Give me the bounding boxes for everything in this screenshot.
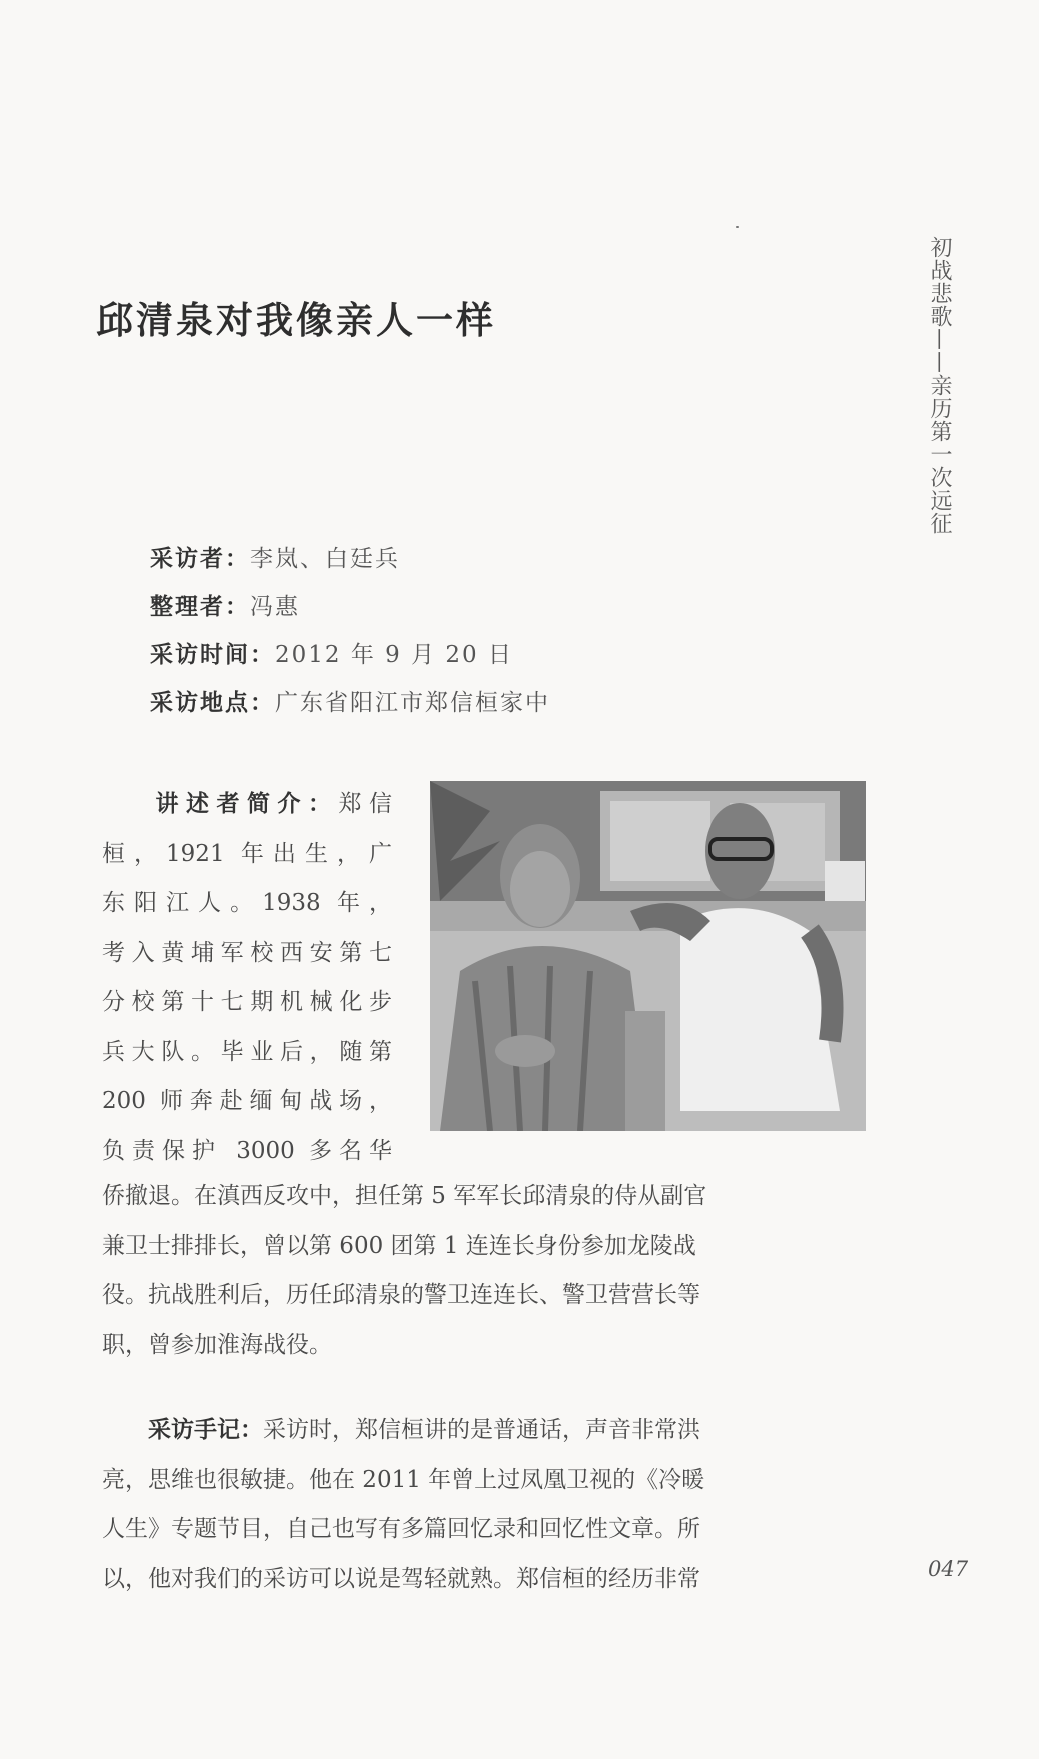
bio-line: 役。抗战胜利后，历任邱清泉的警卫连连长、警卫营营长等 [102, 1282, 700, 1308]
meta-date [150, 631, 550, 679]
bio-line: 兼卫士排排长，曾以第 600 团第 1 连连长身份参加龙陵战 [102, 1232, 696, 1259]
bio-line: 考入黄埔军校西安第七 [102, 939, 392, 966]
bio-line: 200 师奔赴缅甸战场， [102, 1088, 392, 1114]
bio-line: 分校第十七期机械化步 [102, 989, 392, 1015]
meta-interviewer [150, 535, 550, 583]
narrator-bio-continued [102, 1172, 868, 1370]
meta-location [150, 679, 550, 727]
bio-label: 讲述者简介： [148, 791, 339, 817]
narrator-photo [430, 781, 866, 1131]
bio-line: 东阳江人。1938 年， [102, 890, 392, 916]
meta-value: 冯惠 [250, 594, 300, 620]
notes-line: 亮，思维也很敏捷。他在 2011 年曾上过凤凰卫视的《冷暖 [102, 1466, 705, 1493]
print-speck [736, 226, 739, 228]
meta-label: 采访时间： [150, 642, 275, 668]
notes-first-text: 采访时，郑信桓讲的是普通话，声音非常洪 [263, 1417, 700, 1443]
running-head-vertical: 初战悲歌——亲历第一次远征 [927, 236, 952, 535]
bio-line: 兵大队。毕业后，随第 [102, 1038, 392, 1065]
notes-line: 人生》专题节目，自己也写有多篇回忆录和回忆性文章。所 [102, 1516, 700, 1542]
narrator-bio-float [102, 780, 392, 1176]
notes-line: 以，他对我们的采访可以说是驾轻就熟。郑信桓的经历非常 [102, 1565, 700, 1592]
interview-meta [150, 535, 550, 727]
notes-line-first [102, 1406, 868, 1456]
article-title: 邱清泉对我像亲人一样 [96, 299, 496, 342]
meta-value: 李岚、白廷兵 [250, 546, 400, 572]
page-number: 047 [928, 1557, 969, 1581]
bio-line: 桓，1921 年出生，广 [102, 840, 392, 867]
bio-line: 负责保护 3000 多名华 [102, 1137, 392, 1164]
interview-notes [102, 1406, 868, 1604]
meta-label: 整理者： [150, 594, 250, 620]
meta-editor [150, 583, 550, 631]
bio-line-first [102, 780, 392, 830]
bio-first-text: 郑信 [338, 791, 392, 817]
bio-line: 侨撤退。在滇西反攻中，担任第 5 军军长邱清泉的侍从副官 [102, 1183, 707, 1209]
notes-label: 采访手记： [148, 1417, 263, 1443]
meta-label: 采访者： [150, 546, 250, 572]
meta-label: 采访地点： [150, 690, 275, 716]
bio-line: 职，曾参加淮海战役。 [102, 1331, 332, 1358]
meta-value: 2012 年 9 月 20 日 [275, 642, 513, 668]
meta-value: 广东省阳江市郑信桓家中 [275, 690, 550, 716]
